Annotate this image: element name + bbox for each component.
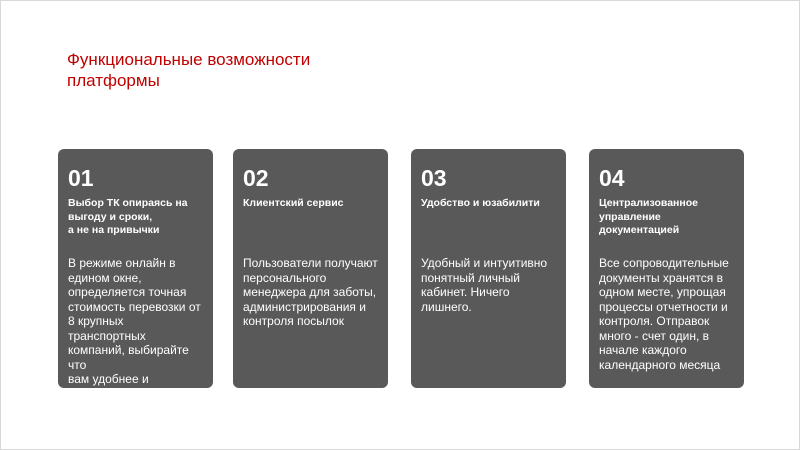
feature-card-01 xyxy=(58,149,213,401)
feature-card-04 xyxy=(589,149,744,388)
feature-card-02 xyxy=(233,149,388,388)
card-heading: Выбор ТК опираясь на выгоду и сроки, а не на привычки xyxy=(68,197,188,236)
card-heading: Клиентский сервис xyxy=(243,197,344,209)
card-description: Пользователи получают персонального менеджера для заботы, администрирования и контроля посылок xyxy=(243,256,378,328)
page-title: Функциональные возможности платформы xyxy=(67,50,311,90)
card-number: 02 xyxy=(243,165,269,191)
card-number: 03 xyxy=(421,165,447,191)
card-description: В режиме онлайн в едином окне, определяется точная стоимость перевозки от 8 крупных транспортных компаний, выбирайте что вам удобнее и выгоднее xyxy=(68,256,201,401)
feature-card-03 xyxy=(411,149,566,388)
card-description: Все сопроводительные документы хранятся в одном месте, упрощая процессы отчетности и контроля. Отправок много - счет один, в начале каждого календарного месяца xyxy=(599,256,729,372)
card-number: 04 xyxy=(599,165,625,191)
card-heading: Централизованное управление документацией xyxy=(599,197,698,236)
card-description: Удобный и интуитивно понятный личный кабинет. Ничего лишнего. xyxy=(421,256,548,314)
card-number: 01 xyxy=(68,165,94,191)
card-heading: Удобство и юзабилити xyxy=(421,197,540,209)
